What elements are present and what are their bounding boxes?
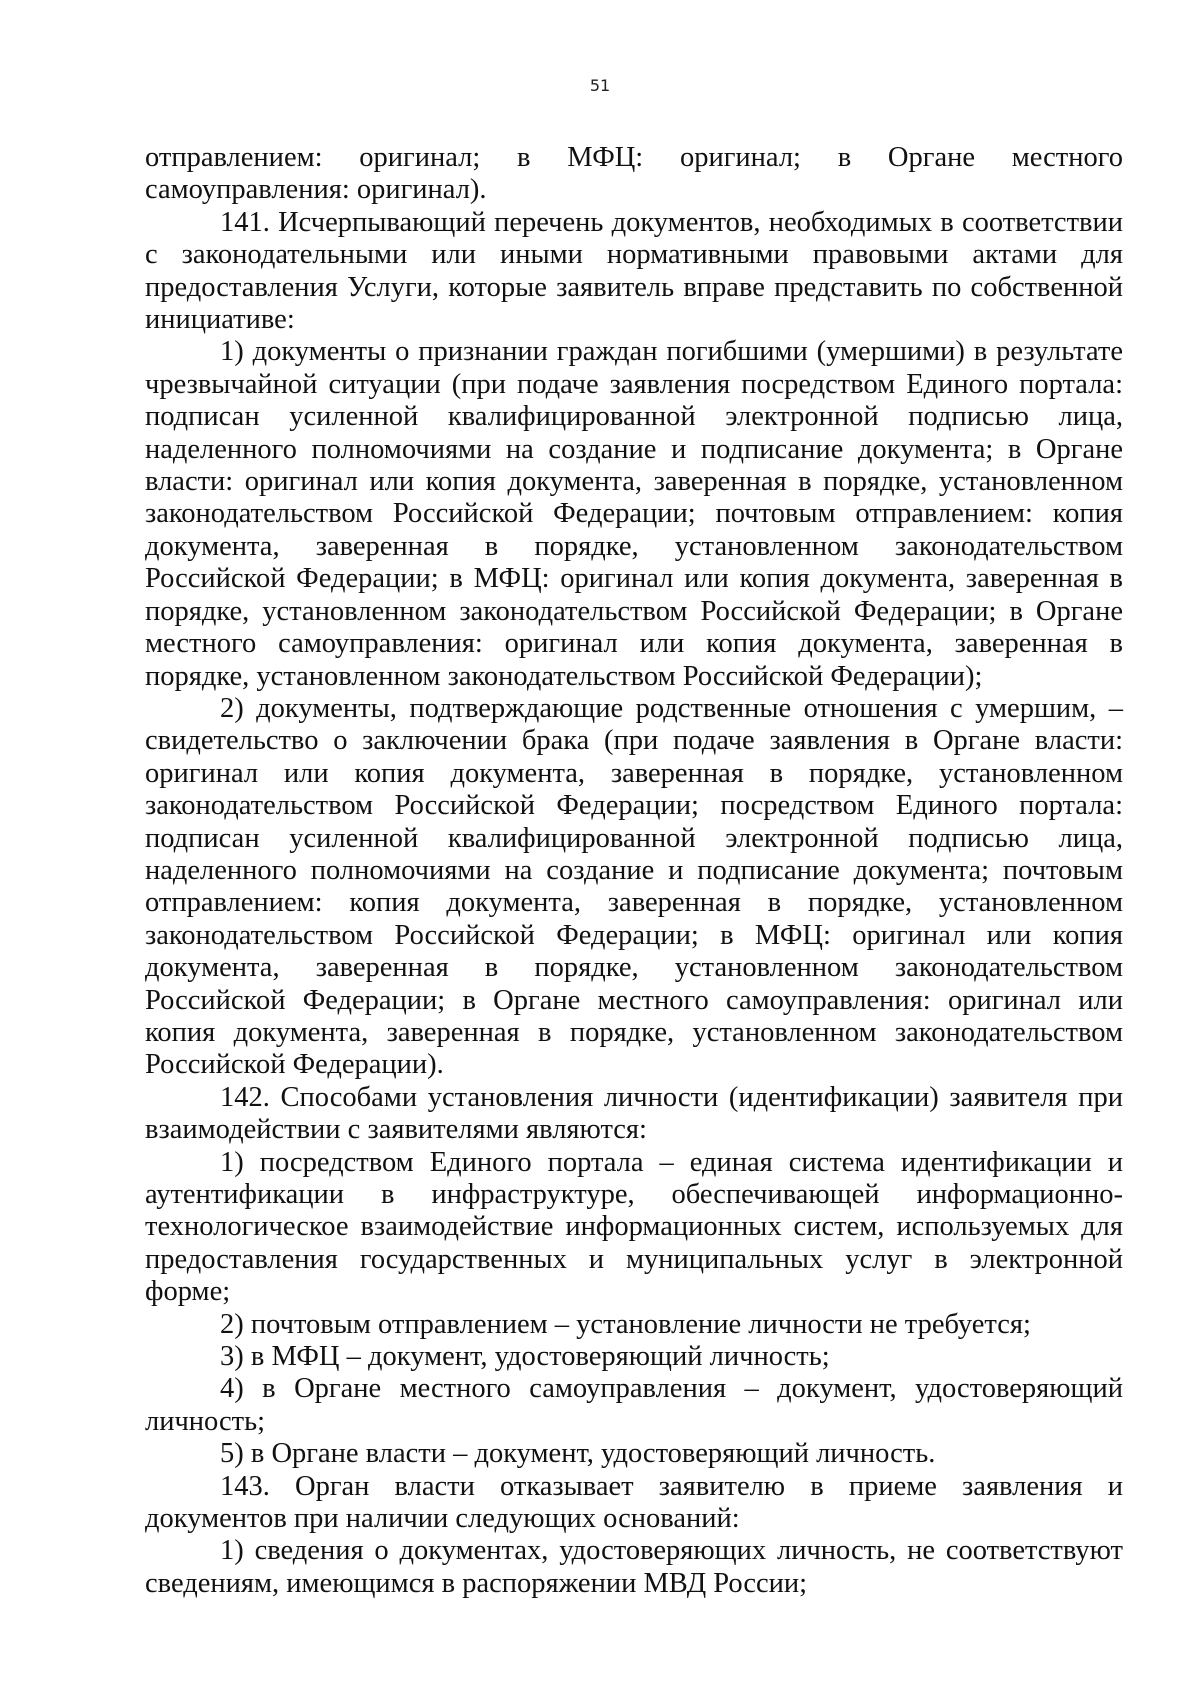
paragraph-142-item-4: 4) в Органе местного самоуправления – документ, удостоверяющий личность; [145, 1373, 1123, 1437]
paragraph-142-item-2: 2) почтовым отправлением – установление личности не требуется; [220, 1308, 1031, 1340]
paragraph-142: 142. Способами установления личности (идентификации) заявителя при взаимодействии с заявителями являются: [145, 1081, 1123, 1146]
paragraph-142-item-1: 1) посредством Единого портала – единая система идентификации и аутентификации в инфраструктуре, обеспечивающей информационно-технологическое взаимодействие информационных систем, используемых для предоставления государственных и муниципальных услуг в электронной форме; [145, 1146, 1123, 1308]
paragraph-continuation: отправлением: оригинал; в МФЦ: оригинал; в Органе местного самоуправления: оригинал). [145, 142, 1123, 206]
paragraph-141-item-1: 1) документы о признании граждан погибшими (умершими) в результате чрезвычайной ситуации (при подаче заявления посредством Единого портала: подписан усиленной квалифицированной электронной подписью лица, наделенного полномочиями на создание и подписание документа; в Органе власти: оригинал или копия документа, заверенная в порядке, установленном законодательством Российской Федерации; почтовым отправлением: копия документа, заверенная в порядке, установленном законодательством Российской Федерации; в МФЦ: оригинал или копия документа, заверенная в порядке, установленном законодательством Российской Федерации; в Органе местного самоуправления: оригинал или копия документа, заверенная в порядке, установленном законодательством Российской Федерации); [145, 336, 1123, 692]
page-number: 51 [589, 76, 611, 95]
paragraph-143: 143. Орган власти отказывает заявителю в приеме заявления и документов при наличии следующих оснований: [145, 1470, 1123, 1535]
paragraph-141-item-2: 2) документы, подтверждающие родственные отношения с умершим, – свидетельство о заключении брака (при подаче заявления в Органе власти: оригинал или копия документа, заверенная в порядке, установленном законодательством Российской Федерации; посредством Единого портала: подписан усиленной квалифицированной электронной подписью лица, наделенного полномочиями на создание и подписание документа; почтовым отправлением: копия документа, заверенная в порядке, установленном законодательством Российской Федерации; в МФЦ: оригинал или копия документа, заверенная в порядке, установленном законодательством Российской Федерации; в Органе местного самоуправления: оригинал или копия документа, заверенная в порядке, установленном законодательством Российской Федерации). [145, 692, 1123, 1081]
paragraph-142-item-5: 5) в Органе власти – документ, удостоверяющий личность. [220, 1438, 936, 1470]
paragraph-141: 141. Исчерпывающий перечень документов, необходимых в соответствии с законодательными или иными нормативными правовыми актами для предоставления Услуги, которые заявитель вправе представить по собственной инициативе: [145, 206, 1123, 336]
document-text [145, 142, 1123, 1600]
paragraph-143-item-1: 1) сведения о документах, удостоверяющих личность, не соответствуют сведениям, имеющимся в распоряжении МВД России; [145, 1535, 1123, 1599]
paragraph-142-item-3: 3) в МФЦ – документ, удостоверяющий личность; [220, 1341, 830, 1373]
